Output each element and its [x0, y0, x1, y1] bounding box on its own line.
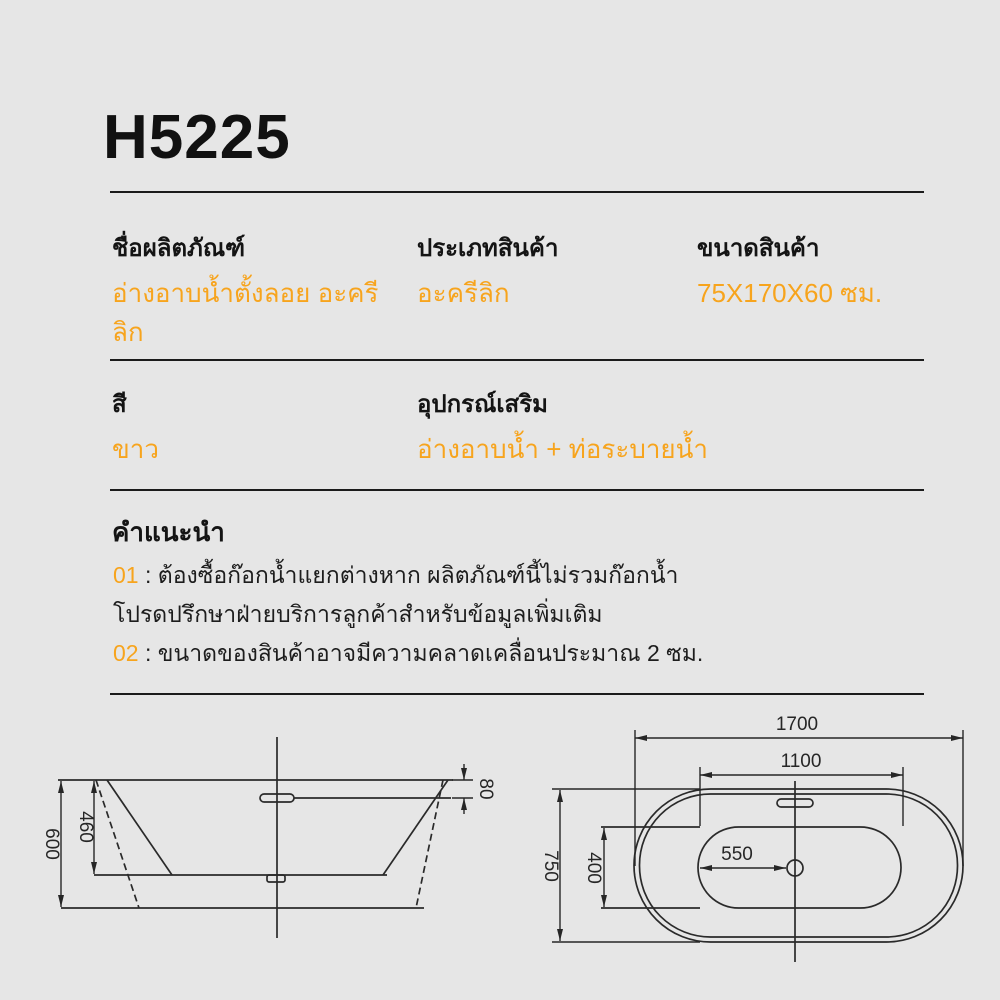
side-view-dimensions: [61, 764, 473, 907]
dim-label-inner-width: 400: [583, 852, 604, 884]
inner-wall-right: [383, 780, 448, 875]
side-view-drawing: [58, 737, 453, 938]
dim-label-overall-width: 750: [540, 850, 561, 882]
inner-wall-left: [107, 780, 172, 875]
spec-accessories: [417, 388, 717, 469]
dim-label-inner-depth: 460: [75, 811, 96, 843]
outer-wall-left: [96, 780, 139, 908]
spec-color: [112, 388, 412, 469]
spec-value: อ่างอาบน้ำตั้งลอย อะครีลิก: [112, 277, 379, 347]
dim-label-inner-length: 1100: [780, 751, 822, 772]
spec-product-name: [112, 232, 412, 352]
spec-label: สี: [112, 391, 127, 418]
page-title: H5225: [103, 103, 291, 172]
note-separator: :: [138, 562, 158, 588]
note-text: ขนาดของสินค้าอาจมีความคลาดเคลื่อนประมาณ 2 ซม.: [157, 640, 704, 666]
divider: [110, 489, 924, 491]
note-text: โปรดปรึกษาฝ่ายบริการลูกค้าสำหรับข้อมูลเพิ่มเติม: [113, 601, 603, 627]
note-line: [113, 634, 793, 673]
divider: [110, 191, 924, 193]
dim-label-overall-length: 1700: [775, 714, 819, 735]
note-text: ต้องซื้อก๊อกน้ำแยกต่างหาก ผลิตภัณฑ์นี้ไม่รวมก๊อกน้ำ: [157, 562, 679, 588]
tub-outline-inner: [640, 794, 958, 937]
note-number: 01: [113, 562, 139, 588]
spec-value: ขาว: [112, 433, 159, 464]
spec-label: ชื่อผลิตภัณฑ์: [112, 235, 246, 262]
spec-label: ประเภทสินค้า: [417, 235, 559, 262]
spec-product-type: [417, 232, 717, 313]
spec-value: อ่างอาบน้ำ + ท่อระบายน้ำ: [417, 433, 709, 464]
spec-value: อะครีลิก: [417, 277, 510, 308]
note-line: [113, 556, 793, 595]
divider: [110, 693, 924, 695]
note-number: 02: [113, 640, 139, 666]
dim-label-drain-offset: 550: [721, 844, 753, 865]
recommendations-list: [113, 556, 793, 673]
note-separator: :: [138, 640, 158, 666]
top-view-dimensions: [552, 730, 963, 942]
recommendations-heading: คำแนะนำ: [112, 517, 225, 547]
tub-outline-outer: [634, 789, 963, 942]
note-line: [113, 595, 793, 634]
spec-value: 75X170X60 ซม.: [697, 277, 883, 308]
drain-outlet: [267, 875, 285, 882]
spec-product-size: [697, 232, 997, 313]
spec-label: อุปกรณ์เสริม: [417, 391, 548, 418]
technical-drawings: [0, 700, 1000, 1000]
divider: [110, 359, 924, 361]
dim-label-overall-height: 600: [41, 828, 62, 860]
dim-label-rim-height: 80: [475, 778, 496, 800]
spec-label: ขนาดสินค้า: [697, 235, 820, 262]
outer-wall-right: [416, 780, 443, 908]
top-view-drawing: [601, 781, 963, 962]
